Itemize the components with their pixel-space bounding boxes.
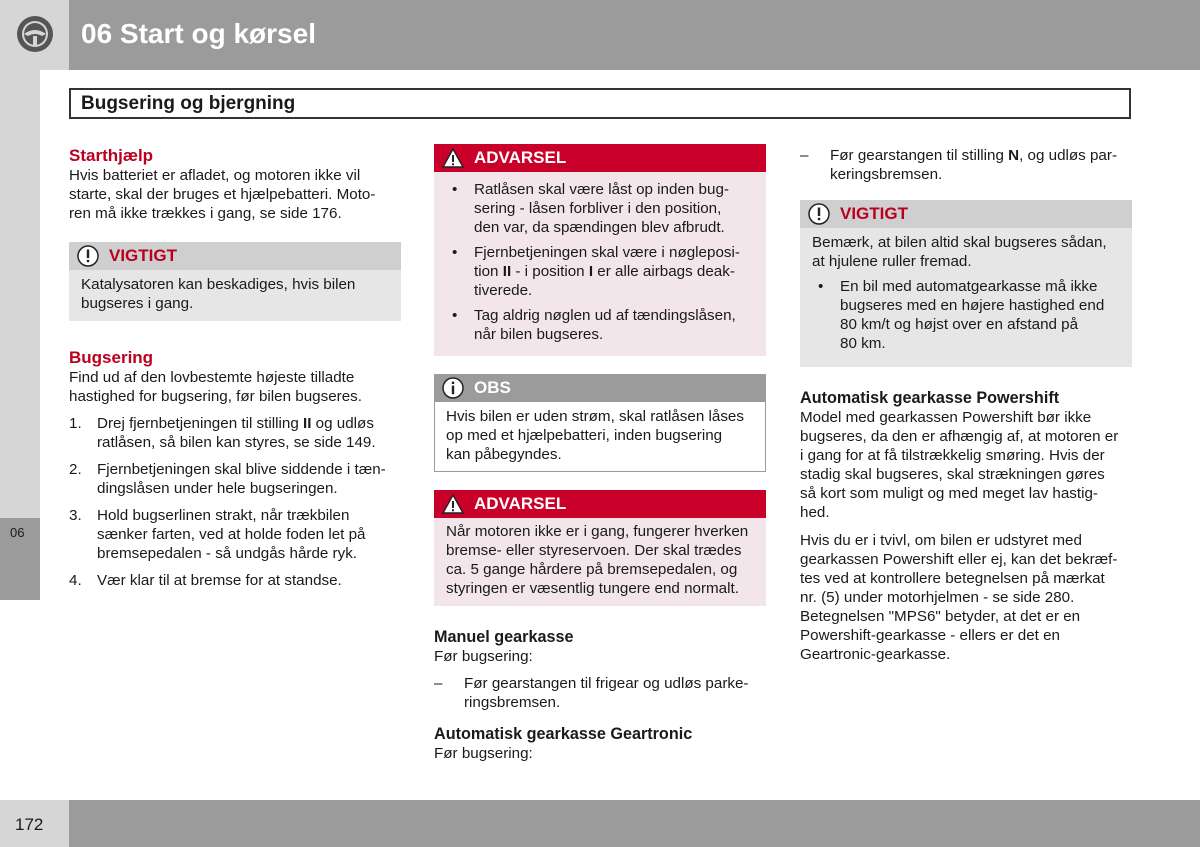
- powershift-para-2: Hvis du er i tvivl, om bilen er udstyret med gearkassen Powershift eller ej, kan det bekræf- tes ved at kontrollere betegnelsen på mærkat nr. (5) under motorhjelmen - se side 280. Betegnelsen "MPS6" betyder, at det er en Powershift-gearkasse - ellers er det en Geartronic-gearkasse.: [800, 532, 1118, 663]
- vigtigt-2-body: Bemærk, at bilen altid skal bugseres sådan, at hjulene ruller fremad. • En bil med automatgearkasse må ikke bugseres med en højere hastighed end 80 km/t og højst over en afstand på 80 km.: [800, 228, 1132, 367]
- heading-geartronic: Automatisk gearkasse Geartronic: [434, 725, 693, 743]
- advarsel-2-title: ADVARSEL: [474, 494, 567, 513]
- page-number: 172: [15, 815, 44, 834]
- list-item: 2. Fjernbetjeningen skal blive siddende i tæn- dingslåsen under hele bugseringen.: [69, 461, 386, 497]
- info-icon: [442, 377, 464, 399]
- obs-box: [434, 374, 766, 472]
- vigtigt-2-title: VIGTIGT: [840, 204, 908, 223]
- column-3: [800, 146, 1132, 664]
- column-1: [69, 146, 401, 598]
- list-item: • En bil med automatgearkasse må ikke bugseres med en højere hastighed end 80 km/t og højst over en afstand på 80 km.: [812, 277, 1120, 353]
- steering-wheel-icon: [15, 14, 55, 54]
- warning-triangle-icon: [442, 493, 464, 515]
- manuel-dash-item: – Før gearstangen til frigear og udløs parke- ringsbremsen.: [434, 675, 749, 711]
- vigtigt-box-2: [800, 200, 1132, 367]
- obs-body: Hvis bilen er uden strøm, skal ratlåsen låses op med et hjælpebatteri, inden bugsering kan påbegyndes.: [434, 402, 766, 472]
- heading-bugsering: Bugsering: [69, 348, 154, 367]
- list-item: 4. Vær klar til at bremse for at standse.: [69, 572, 342, 589]
- n-dash-item: – Før gearstangen til stilling N, og udløs par- keringsbremsen.: [800, 147, 1117, 183]
- section-title: Bugsering og bjergning: [81, 93, 296, 114]
- column-2: [434, 144, 766, 763]
- advarsel-1-body: [434, 172, 766, 356]
- obs-box-header: [434, 374, 766, 402]
- chapter-side-tab-label: 06: [10, 525, 25, 540]
- vigtigt-box: [69, 242, 401, 321]
- heading-powershift: Automatisk gearkasse Powershift: [800, 389, 1060, 407]
- warning-triangle-icon: [442, 147, 464, 169]
- list-item: • Tag aldrig nøglen ud af tændingslåsen, når bilen bugseres.: [446, 306, 754, 344]
- exclamation-icon: [77, 245, 99, 267]
- vigtigt-2-bullets: [812, 277, 1120, 353]
- heading-manuel-gearkasse: Manuel gearkasse: [434, 628, 574, 646]
- advarsel-1-title: ADVARSEL: [474, 148, 567, 167]
- advarsel-box-1-header: [434, 144, 766, 172]
- vigtigt-box-2-header: [800, 200, 1132, 228]
- list-item: 3. Hold bugserlinen strakt, når trækbilen sænker farten, ved at holde foden let på bremsepedalen - så undgås hårde ryk.: [69, 507, 366, 562]
- vigtigt-title: VIGTIGT: [109, 246, 177, 265]
- geartronic-intro: Før bugsering:: [434, 745, 533, 762]
- exclamation-icon: [808, 203, 830, 225]
- powershift-para-1: Model med gearkassen Powershift bør ikke bugseres, da den er afhængig af, at motoren er i gang for at få tilstrækkelig smøring. Hvis der stadig skal bugseres, skal strækningen gøres så kort som muligt og med meget lav hastig- hed.: [800, 409, 1119, 521]
- bugsering-steps: [69, 414, 401, 590]
- advarsel-box-1: [434, 144, 766, 356]
- list-item: • Fjernbetjeningen skal være i nøgleposi- tion II - i position I er alle airbags deak- tiverede.: [446, 243, 754, 300]
- manuel-intro: Før bugsering:: [434, 648, 533, 665]
- page-footer: [0, 800, 1200, 847]
- list-item: • Ratlåsen skal være låst op inden bug- sering - låsen forbliver i den position, den var, da spændingen blev afbrudt.: [446, 180, 754, 237]
- advarsel-box-2: [434, 490, 766, 606]
- vigtigt-box-header: [69, 242, 401, 270]
- advarsel-2-body: Når motoren ikke er i gang, fungerer hverken bremse- eller styreservoen. Der skal trædes ca. 5 gange hårdere på bremsepedalen, og styringen er væsentlig tungere end normalt.: [446, 523, 749, 597]
- chapter-title: 06 Start og kørsel: [81, 18, 316, 49]
- advarsel-box-2-header: [434, 490, 766, 518]
- section-title-box: [69, 88, 1131, 119]
- obs-title: OBS: [474, 378, 511, 397]
- list-item: 1. Drej fjernbetjeningen til stilling II og udløs ratlåsen, så bilen kan styres, se side 149.: [69, 415, 376, 451]
- vigtigt-body: Katalysatoren kan beskadiges, hvis bilen bugseres i gang.: [81, 276, 356, 312]
- starthjaelp-text: Hvis batteriet er afladet, og motoren ikke vil starte, skal der bruges et hjælpebatteri. Moto- ren må ikke trækkes i gang, se side 176.: [69, 167, 376, 222]
- advarsel-1-bullets: [446, 180, 754, 344]
- bugsering-text: Find ud af den lovbestemte højeste tilladte hastighed for bugsering, før bilen bugseres.: [69, 369, 362, 405]
- heading-starthjaelp: Starthjælp: [69, 146, 154, 165]
